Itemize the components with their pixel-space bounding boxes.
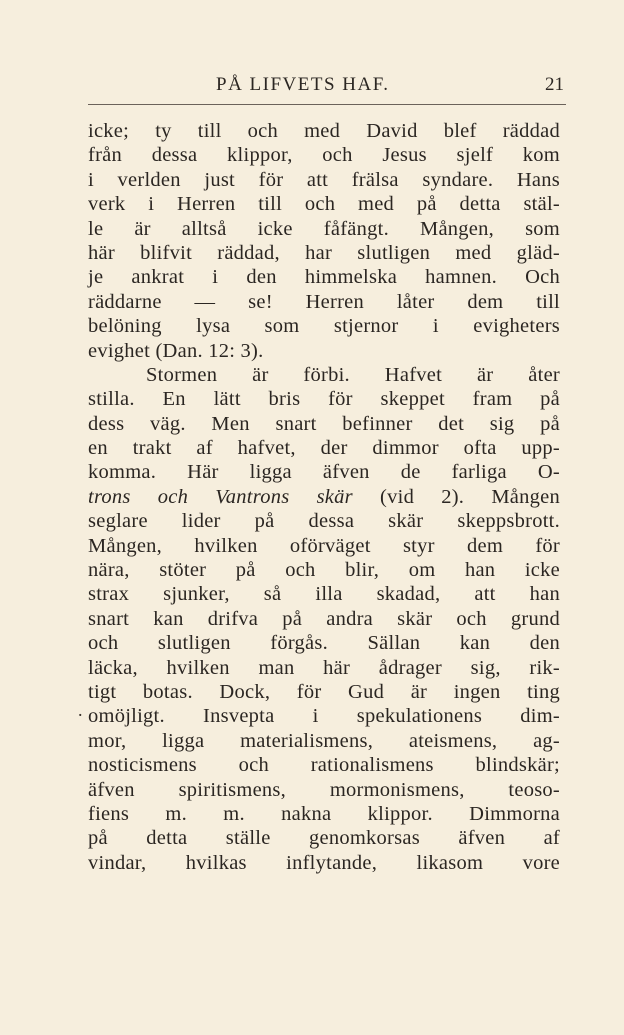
text-line: från dessa klippor, och Jesus sjelf kom [88,144,560,167]
text-line: nära, stöter på och blir, om han icke [88,559,560,582]
text-line: mor, ligga materialismens, ateismens, ag- [88,729,560,752]
text-line: dess väg. Men snart befinner det sig på [88,412,560,435]
text-line-with-italic [88,485,560,509]
text-line: omöjligt. Insvepta i spekulationens dim- [88,705,560,728]
italic-phrase: trons och Vantrons skär [88,485,353,508]
text-line: seglare lider på dessa skär skeppsbrott. [88,510,560,533]
text-line: nosticismens och rationalismens blindskär; [88,754,560,777]
text-line: icke; ty till och med David blef räddad [88,120,560,142]
text-line: Mången, hvilken oförväget styr dem för [88,534,560,557]
running-title: PÅ LIFVETS HAF. [216,74,390,95]
text-line: i verlden just för att frälsa syndare. Hans [88,168,560,191]
margin-mark: . [78,700,83,720]
text-line: tigt botas. Dock, för Gud är ingen ting [88,680,560,703]
text-line: äfven spiritismens, mormonismens, teoso- [88,778,560,801]
text-line: belöning lysa som stjernor i evigheters [88,315,560,338]
paragraph-start-line: Stormen är förbi. Hafvet är åter [146,363,560,386]
text-line: läcka, hvilken man här ådrager sig, rik- [88,656,560,679]
running-head [88,74,566,105]
text-line: evighet (Dan. 12: 3). [88,339,264,362]
text-line: le är alltså icke fåfängt. Mången, som [88,217,560,240]
text-line: här blifvit räddad, har slutligen med gläd- [88,241,560,264]
page-number: 21 [545,74,564,95]
text-line: fiens m. m. nakna klippor. Dimmorna [88,802,560,825]
text-line: strax sjunker, så illa skadad, att han [88,583,560,606]
line-remainder: (vid 2). Mången [380,485,560,508]
text-line: stilla. En lätt bris för skeppet fram på [88,388,560,411]
text-line: snart kan drifva på andra skär och grund [88,607,560,630]
text-line: en trakt af hafvet, der dimmor ofta upp- [88,437,560,460]
text-line: je ankrat i den himmelska hamnen. Och [88,266,560,289]
text-line: och slutligen förgås. Sällan kan den [88,632,560,655]
body-text [88,119,560,875]
text-line: verk i Herren till och med på detta stäl- [88,193,560,216]
text-line: räddarne — se! Herren låter dem till [88,290,560,313]
text-line: på detta ställe genomkorsas äfven af [88,827,560,850]
text-line: komma. Här ligga äfven de farliga O- [88,461,560,484]
text-line: vindar, hvilkas inflytande, likasom vore [88,851,560,874]
